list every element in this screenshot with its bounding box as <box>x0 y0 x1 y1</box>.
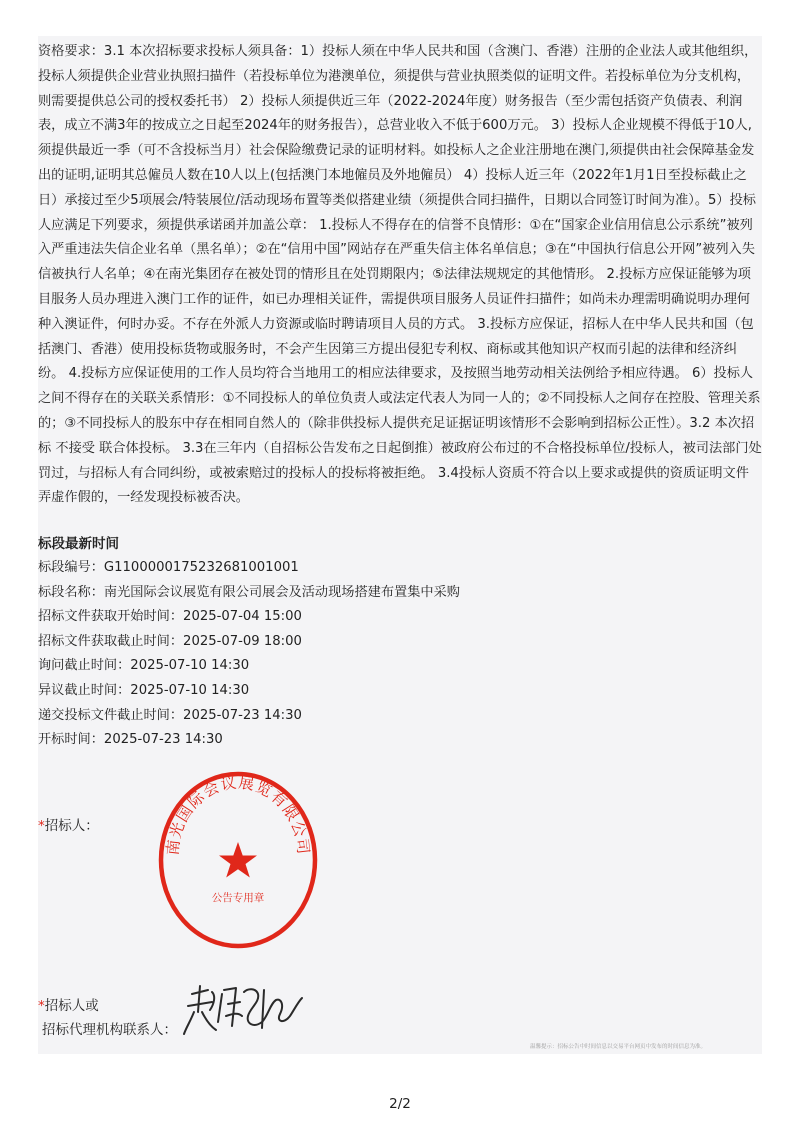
contact-label-line1: 招标人或 <box>44 998 99 1014</box>
info-item-doc-end-time: 招标文件获取截止时间：2025-07-09 18:00 <box>38 633 302 649</box>
info-item-objection-deadline: 异议截止时间：2025-07-10 14:30 <box>38 682 250 698</box>
seal-type-text: 公告专用章 <box>211 892 265 904</box>
signer-label <box>38 814 99 834</box>
info-item-section-number: 标段编号：G1100000175232681001001 <box>38 560 299 575</box>
section-title: 标段最新时间 <box>38 536 119 552</box>
footer-note: 温馨提示：招标公告中时间信息以交易平台网页中发布的时间信息为准。 <box>530 1044 707 1050</box>
info-item-opening-time: 开标时间：2025-07-23 14:30 <box>38 732 223 748</box>
seal-star-icon <box>219 842 257 878</box>
page-number: 2/2 <box>389 1096 411 1112</box>
info-item-doc-start-time: 招标文件获取开始时间：2025-07-04 15:00 <box>38 609 302 625</box>
required-mark-2: * <box>38 998 45 1014</box>
contact-label <box>38 994 177 1042</box>
seal-company-name: 南光国际会议展览有限公司 <box>163 773 313 857</box>
official-seal <box>158 770 318 950</box>
tender-info-list <box>38 556 762 753</box>
info-item-submission-deadline: 递交投标文件截止时间：2025-07-23 14:30 <box>38 707 302 723</box>
signer-label-text: 招标人： <box>44 818 99 834</box>
info-item-inquiry-deadline: 询问截止时间：2025-07-10 14:30 <box>38 658 250 674</box>
info-item-section-name: 标段名称：南光国际会议展览有限公司展会及活动现场搭建布置集中采购 <box>38 584 460 600</box>
required-mark: * <box>38 818 45 834</box>
handwritten-signature <box>178 982 308 1042</box>
qualification-requirements: 资格要求：3.1 本次招标要求投标人须具备：1）投标人须在中华人民共和国（含澳门、香港）注册的企业法人或其他组织，投标人须提供企业营业执照扫描件（若投标单位为港澳单位，须提供与营业执照类似的证明文件。若投标单位为分支机构，则需要提供总公司的授权委托书） 2）投标人须提供近三年（2022-2024年度）财务报告（至少需包括资产负债表、利润表，成立不满3年的按成立之日起至2024年的财务报告），总营业收入不低于600万元。 3）投标人企业规模不得低于10人,须提供最近一季（可不含投标当月）社会保险缴费记录的证明材料。如投标人之企业注册地在澳门,须提供由社会保障基金发出的证明,证明其总僱员人数在10人以上(包括澳门本地僱员及外地僱员） 4）投标人近三年（2022年1月1日至投标截止之日）承接过至少5项展会/特装展位/活动现场布置等类似搭建业绩（须提供合同扫描件，日期以合同签订时间为准）。5）投标人应满足下列要求，须提供承诺函并加盖公章： 1.投标人不得存在的信誉不良情形：①在“国家企业信用信息公示系统”被列入严重违法失信企业名单（黑名单）；②在“信用中国”网站存在严重失信主体名单信息；③在“中国执行信息公开网”被列入失信被执行人名单；④在南光集团存在被处罚的情形且在处罚期限内；⑤法律法规规定的其他情形。 2.投标方应保证能够为项目服务人员办理进入澳门工作的证件，如已办理相关证件，需提供项目服务人员证件扫描件；如尚未办理需明确说明办理何种入澳证件，何时办妥。不存在外派人力资源或临时聘请项目人员的方式。 3.投标方应保证，招标人在中华人民共和国（包括澳门、香港）使用投标货物或服务时，不会产生因第三方提出侵犯专利权、商标或其他知识产权而引起的法律和经济纠纷。 4.投标方应保证使用的工作人员均符合当地用工的相应法律要求，及按照当地劳动相关法例给予相应待遇。 6）投标人之间不得存在的关联关系情形：①不同投标人的单位负责人或法定代表人为同一人的；②不同投标人之间存在控股、管理关系的；③不同投标人的股东中存在相同自然人的（除非供投标人提供充足证据证明该情形不会影响到招标公正性）。3.2 本次招标 不接受 联合体投标。 3.3在三年内（自招标公告发布之日起倒推）被政府公布过的不合格投标单位/投标人，被司法部门处罚过，与招标人有合同纠纷，或被索赔过的投标人的投标将被拒绝。 3.4投标人资质不符合以上要求或提供的资质证明文件弄虚作假的，一经发现投标被否决。 <box>38 44 762 506</box>
contact-label-line2: 招标代理机构联系人： <box>42 1022 177 1038</box>
